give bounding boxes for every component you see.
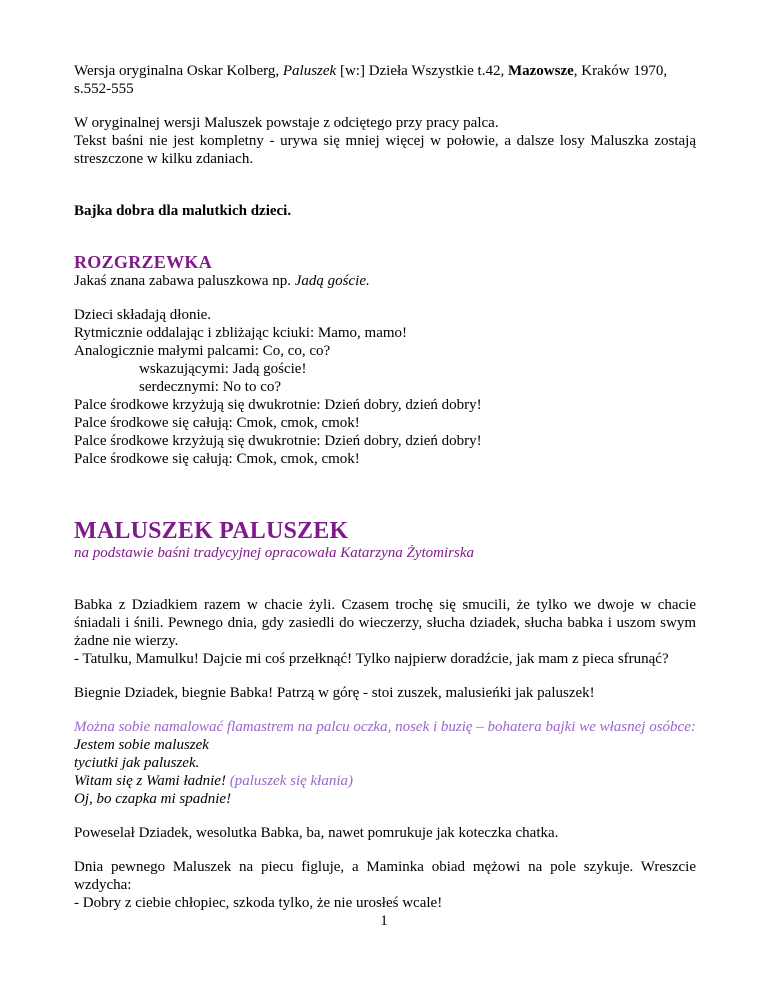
source-region: Mazowsze	[507, 63, 574, 79]
source-text: [w:] Dzieła Wszystkie t.42,	[336, 63, 508, 79]
source-text: , Kraków 1970,	[573, 63, 668, 79]
warmup-line: Palce środkowe się całują: Cmok, cmok, cmok!	[74, 415, 360, 431]
page-number: 1	[380, 913, 388, 929]
warmup-line: Palce środkowe się całują: Cmok, cmok, cmok!	[74, 451, 360, 467]
document-page	[74, 62, 696, 912]
story-dialog: - Tatulku, Mamulku! Dajcie mi coś przełknąć! Tylko najpierw doradźcie, jak mam z pieca sfrunąć?	[74, 651, 669, 667]
story-paragraph: Poweselał Dziadek, wesolutka Babka, ba, nawet pomrukuje jak koteczka chatka.	[74, 825, 559, 841]
verse-text: Witam się z Wami ładnie!	[74, 773, 230, 789]
story-paragraph: Biegnie Dziadek, biegnie Babka! Patrzą w górę - stoi zuszek, malusieńki jak paluszek!	[74, 685, 595, 701]
warmup-description	[74, 272, 696, 290]
verse-line	[74, 772, 696, 790]
verse-line: Jestem sobie maluszek	[74, 737, 209, 753]
audience-note: Bajka dobra dla malutkich dzieci.	[74, 203, 292, 219]
source-pages: s.552-555	[74, 81, 134, 97]
warmup-line: wskazującymi: Jadą goście!	[139, 361, 307, 377]
stage-direction: (paluszek się kłania)	[229, 773, 354, 789]
warmup-line: Palce środkowe krzyżują się dwukrotnie: Dzień dobry, dzień dobry!	[74, 433, 482, 449]
intro-line: W oryginalnej wersji Maluszek powstaje z odciętego przy pracy palca.	[74, 115, 499, 131]
verse-line: Oj, bo czapka mi spadnie!	[74, 791, 232, 807]
story-dialog: - Dobry z ciebie chłopiec, szkoda tylko, że nie urosłeś wcale!	[74, 895, 443, 911]
story-paragraph: Babka z Dziadkiem razem w chacie żyli. Czasem trochę się smucili, że tylko we dwoje w chacie śniadali i śnili. Pewnego dnia, gdy zasiedli do wieczerzy, słucha dziadek, słucha babka i uszom swym żadne nie wierzy.	[74, 597, 696, 649]
warmup-line: Rytmicznie oddalając i zbliżając kciuki: Mamo, mamo!	[74, 325, 408, 341]
warmup-line: Analogicznie małymi palcami: Co, co, co?	[74, 343, 331, 359]
warmup-line: serdecznymi: No to co?	[139, 379, 282, 395]
story-paragraph: Dnia pewnego Maluszek na piecu figluje, a Maminka obiad mężowi na pole szykuje. Wreszcie wzdycha:	[74, 859, 696, 893]
warmup-desc-text: Jakaś znana zabawa paluszkowa np.	[74, 273, 295, 289]
warmup-line: Dzieci składają dłonie.	[74, 307, 212, 323]
warmup-heading: ROZGRZEWKA	[74, 252, 213, 272]
intro-line: Tekst baśni nie jest kompletny - urywa się mniej więcej w połowie, a dalsze losy Maluszka zostają streszczone w kilku zdaniach.	[74, 133, 696, 167]
verse-line: tyciutki jak paluszek.	[74, 755, 200, 771]
warmup-line: Palce środkowe krzyżują się dwukrotnie: Dzień dobry, dzień dobry!	[74, 397, 482, 413]
source-note	[74, 62, 696, 98]
source-text: Wersja oryginalna Oskar Kolberg,	[74, 63, 283, 79]
activity-tip: Można sobie namalować flamastrem na palcu oczka, nosek i buzię – bohatera bajki we własnej osóbce:	[74, 719, 696, 735]
story-title: MALUSZEK PALUSZEK	[74, 518, 349, 544]
warmup-game-title: Jadą goście.	[294, 273, 370, 289]
story-subtitle: na podstawie baśni tradycyjnej opracowała Katarzyna Żytomirska	[74, 545, 474, 561]
source-title: Paluszek	[282, 63, 337, 79]
